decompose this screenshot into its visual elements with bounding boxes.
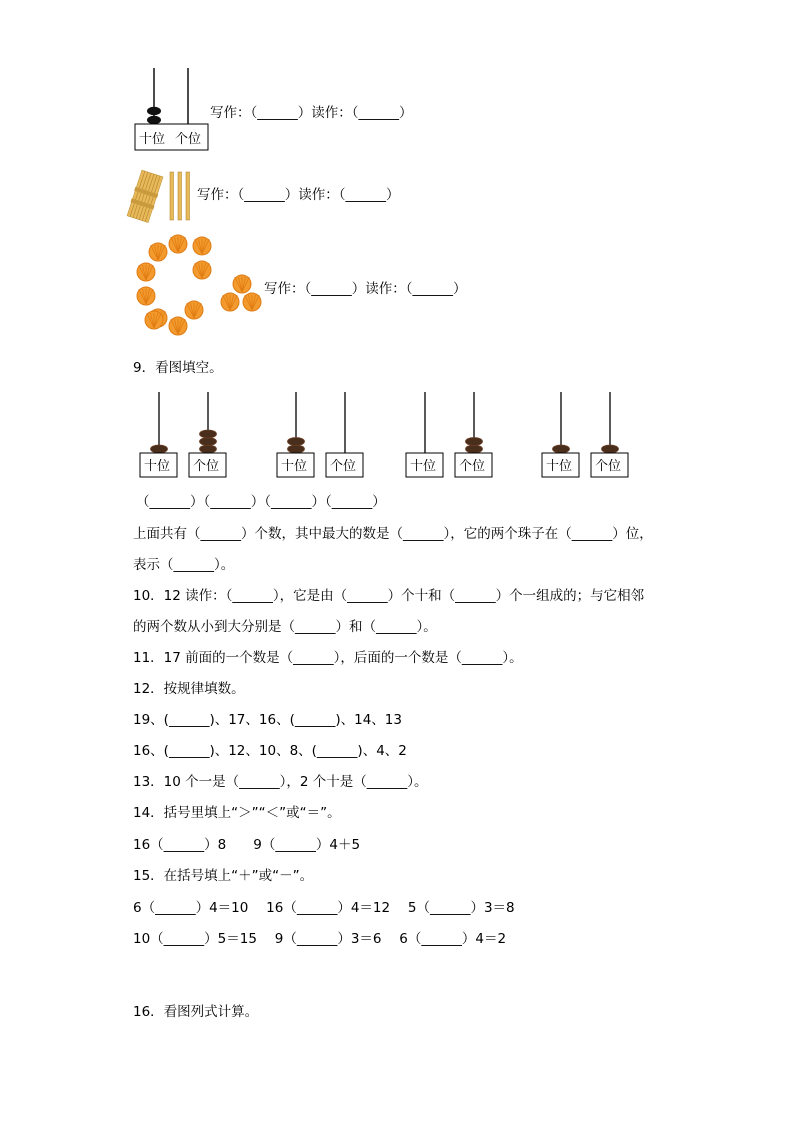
q12-seq1: 19、(______)、17、16、(______)、14、13 bbox=[133, 712, 402, 728]
q9-line1: 上面共有（______）个数，其中最大的数是（______），它的两个珠子在（______）位， bbox=[133, 526, 653, 542]
single-stick bbox=[186, 172, 190, 220]
abacus-bead bbox=[466, 438, 483, 446]
ones-label: 个位 bbox=[459, 459, 486, 474]
abacus-bead bbox=[200, 438, 217, 446]
shell bbox=[185, 301, 203, 319]
q14-line: 16（______）8 9（______）4＋5 bbox=[133, 837, 361, 853]
q12-seq2: 16、(______)、12、10、8、(______)、4、2 bbox=[133, 743, 407, 759]
tens-label: 十位 bbox=[546, 459, 573, 474]
tens-label: 十位 bbox=[139, 132, 166, 147]
q8-row1: 写作：（______）读作：（______） bbox=[210, 105, 413, 121]
q15-title: 15．在括号填上“＋”或“－”。 bbox=[133, 868, 314, 884]
abacus bbox=[140, 392, 226, 477]
abacus-bead bbox=[147, 116, 161, 124]
q10-line1: 10．12 读作：（______），它是由（______）个十和（______）个一组成的；与它相邻 bbox=[133, 588, 645, 604]
shell bbox=[221, 293, 239, 311]
q9-abaci-row bbox=[130, 388, 650, 480]
abacus-bead bbox=[200, 445, 217, 453]
shell bbox=[193, 237, 211, 255]
tens-label: 十位 bbox=[410, 459, 437, 474]
shells-picture bbox=[132, 232, 268, 340]
q9-answer-blanks[interactable]: （______）（______）（______）（______） bbox=[136, 494, 386, 510]
ones-label: 个位 bbox=[193, 459, 220, 474]
abacus-bead bbox=[147, 107, 161, 115]
shell bbox=[145, 311, 163, 329]
ones-label: 个位 bbox=[330, 459, 357, 474]
shell bbox=[169, 235, 187, 253]
shell bbox=[149, 243, 167, 261]
stick-bundle bbox=[126, 170, 164, 223]
abacus-bead bbox=[602, 445, 619, 453]
abacus bbox=[277, 392, 363, 477]
q15-line2: 10（______）5＝15 9（______）3＝6 6（______）4＝2 bbox=[133, 931, 507, 947]
shell bbox=[233, 275, 251, 293]
shell bbox=[243, 293, 261, 311]
ones-label: 个位 bbox=[595, 459, 622, 474]
q16-title: 16．看图列式计算。 bbox=[133, 1004, 259, 1020]
q14-title: 14．括号里填上“＞”“＜”或“＝”。 bbox=[133, 805, 341, 821]
abacus-bead bbox=[288, 445, 305, 453]
abacus-q8 bbox=[130, 66, 210, 152]
abacus-bead bbox=[466, 445, 483, 453]
q13-line: 13．10 个一是（______），2 个十是（______）。 bbox=[133, 774, 428, 790]
tens-label: 十位 bbox=[281, 459, 308, 474]
q9-line2: 表示（______）。 bbox=[133, 557, 235, 573]
abacus-bead bbox=[553, 445, 570, 453]
single-stick bbox=[178, 172, 182, 220]
q11-line: 11．17 前面的一个数是（______），后面的一个数是（______）。 bbox=[133, 650, 523, 666]
ones-label: 个位 bbox=[175, 132, 202, 147]
abacus-bead bbox=[288, 438, 305, 446]
q10-line2: 的两个数从小到大分别是（______）和（______）。 bbox=[133, 619, 437, 635]
abacus bbox=[542, 392, 628, 477]
tens-label: 十位 bbox=[144, 459, 171, 474]
q9-title: 9．看图填空。 bbox=[133, 360, 223, 376]
shell bbox=[193, 261, 211, 279]
q8-row2: 写作：（______）读作：（______） bbox=[197, 187, 400, 203]
shell bbox=[137, 263, 155, 281]
q12-title: 12．按规律填数。 bbox=[133, 681, 245, 697]
sticks-bundle-picture bbox=[130, 168, 200, 226]
abacus bbox=[406, 392, 492, 477]
q15-line1: 6（______）4＝10 16（______）4＝12 5（______）3＝8 bbox=[133, 900, 515, 916]
shell bbox=[169, 317, 187, 335]
abacus-bead bbox=[200, 430, 217, 438]
q8-row3: 写作：（______）读作：（______） bbox=[264, 281, 467, 297]
abacus-bead bbox=[151, 445, 168, 453]
shell bbox=[137, 287, 155, 305]
single-stick bbox=[170, 172, 174, 220]
